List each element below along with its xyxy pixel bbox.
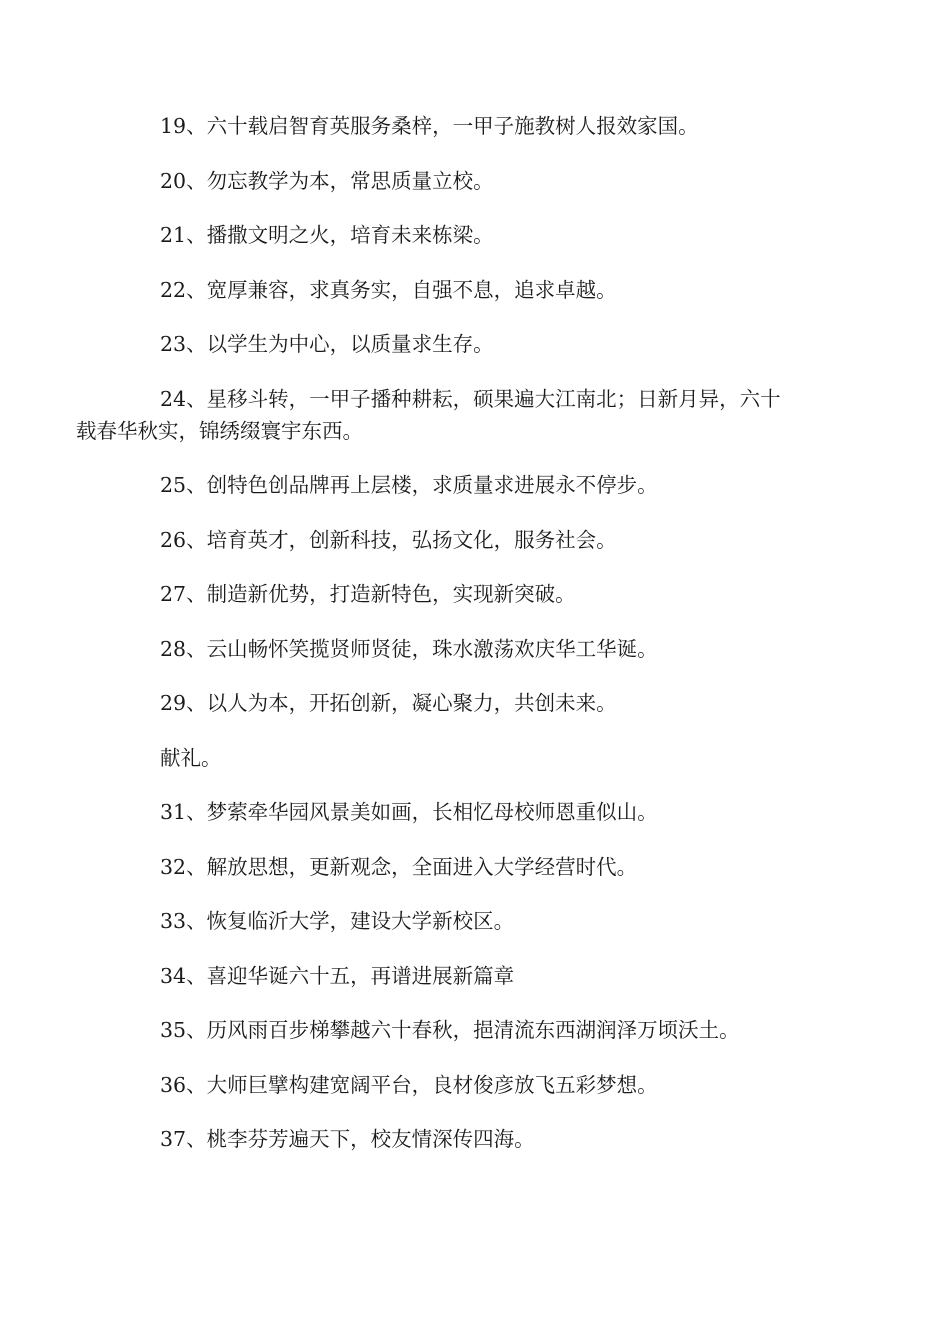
paragraph-35: 35、历风雨百步梯攀越六十春秋，挹清流东西湖润泽万顷沃土。 (160, 1018, 740, 1042)
paragraph-29: 29、以人为本，开拓创新，凝心聚力，共创未来。 (160, 691, 617, 715)
paragraph-36: 36、大师巨擘构建宽阔平台，良材俊彦放飞五彩梦想。 (160, 1072, 658, 1097)
paragraph-26: 26、培育英才，创新科技，弘扬文化，服务社会。 (160, 527, 617, 552)
paragraph-24-line-1: 24、星移斗转，一甲子播种耕耘，硕果遍大江南北；日新月异，六十 (160, 386, 781, 411)
paragraph-20: 20、勿忘教学为本，常思质量立校。 (160, 168, 494, 193)
paragraph-34: 34、喜迎华诞六十五，再谱进展新篇章 (160, 963, 515, 988)
document-body (76, 110, 838, 1178)
paragraph-32: 32、解放思想，更新观念，全面进入大学经营时代。 (160, 854, 638, 879)
paragraph-24 (76, 383, 838, 447)
paragraph-31: 31、梦萦牵华园风景美如画，长相忆母校师恩重似山。 (160, 800, 658, 824)
paragraph-27: 27、制造新优势，打造新特色，实现新突破。 (160, 582, 576, 606)
paragraph-30: 献礼。 (160, 745, 222, 770)
paragraph-22: 22、宽厚兼容，求真务实，自强不息，追求卓越。 (160, 277, 617, 302)
paragraph-24-line-2: 载春华秋实，锦绣缀寰宇东西。 (76, 418, 363, 443)
paragraph-21: 21、播撒文明之火，培育未来栋梁。 (160, 223, 494, 247)
paragraph-33: 33、恢复临沂大学，建设大学新校区。 (160, 909, 515, 933)
paragraph-37: 37、桃李芬芳遍天下，校友情深传四海。 (160, 1127, 535, 1151)
paragraph-28: 28、云山畅怀笑揽贤师贤徒，珠水激荡欢庆华工华诞。 (160, 636, 658, 661)
paragraph-19: 19、六十载启智育英服务桑梓，一甲子施教树人报效家国。 (160, 114, 699, 138)
paragraph-23: 23、以学生为中心，以质量求生存。 (160, 332, 494, 356)
paragraph-25: 25、创特色创品牌再上层楼，求质量求进展永不停步。 (160, 473, 658, 497)
